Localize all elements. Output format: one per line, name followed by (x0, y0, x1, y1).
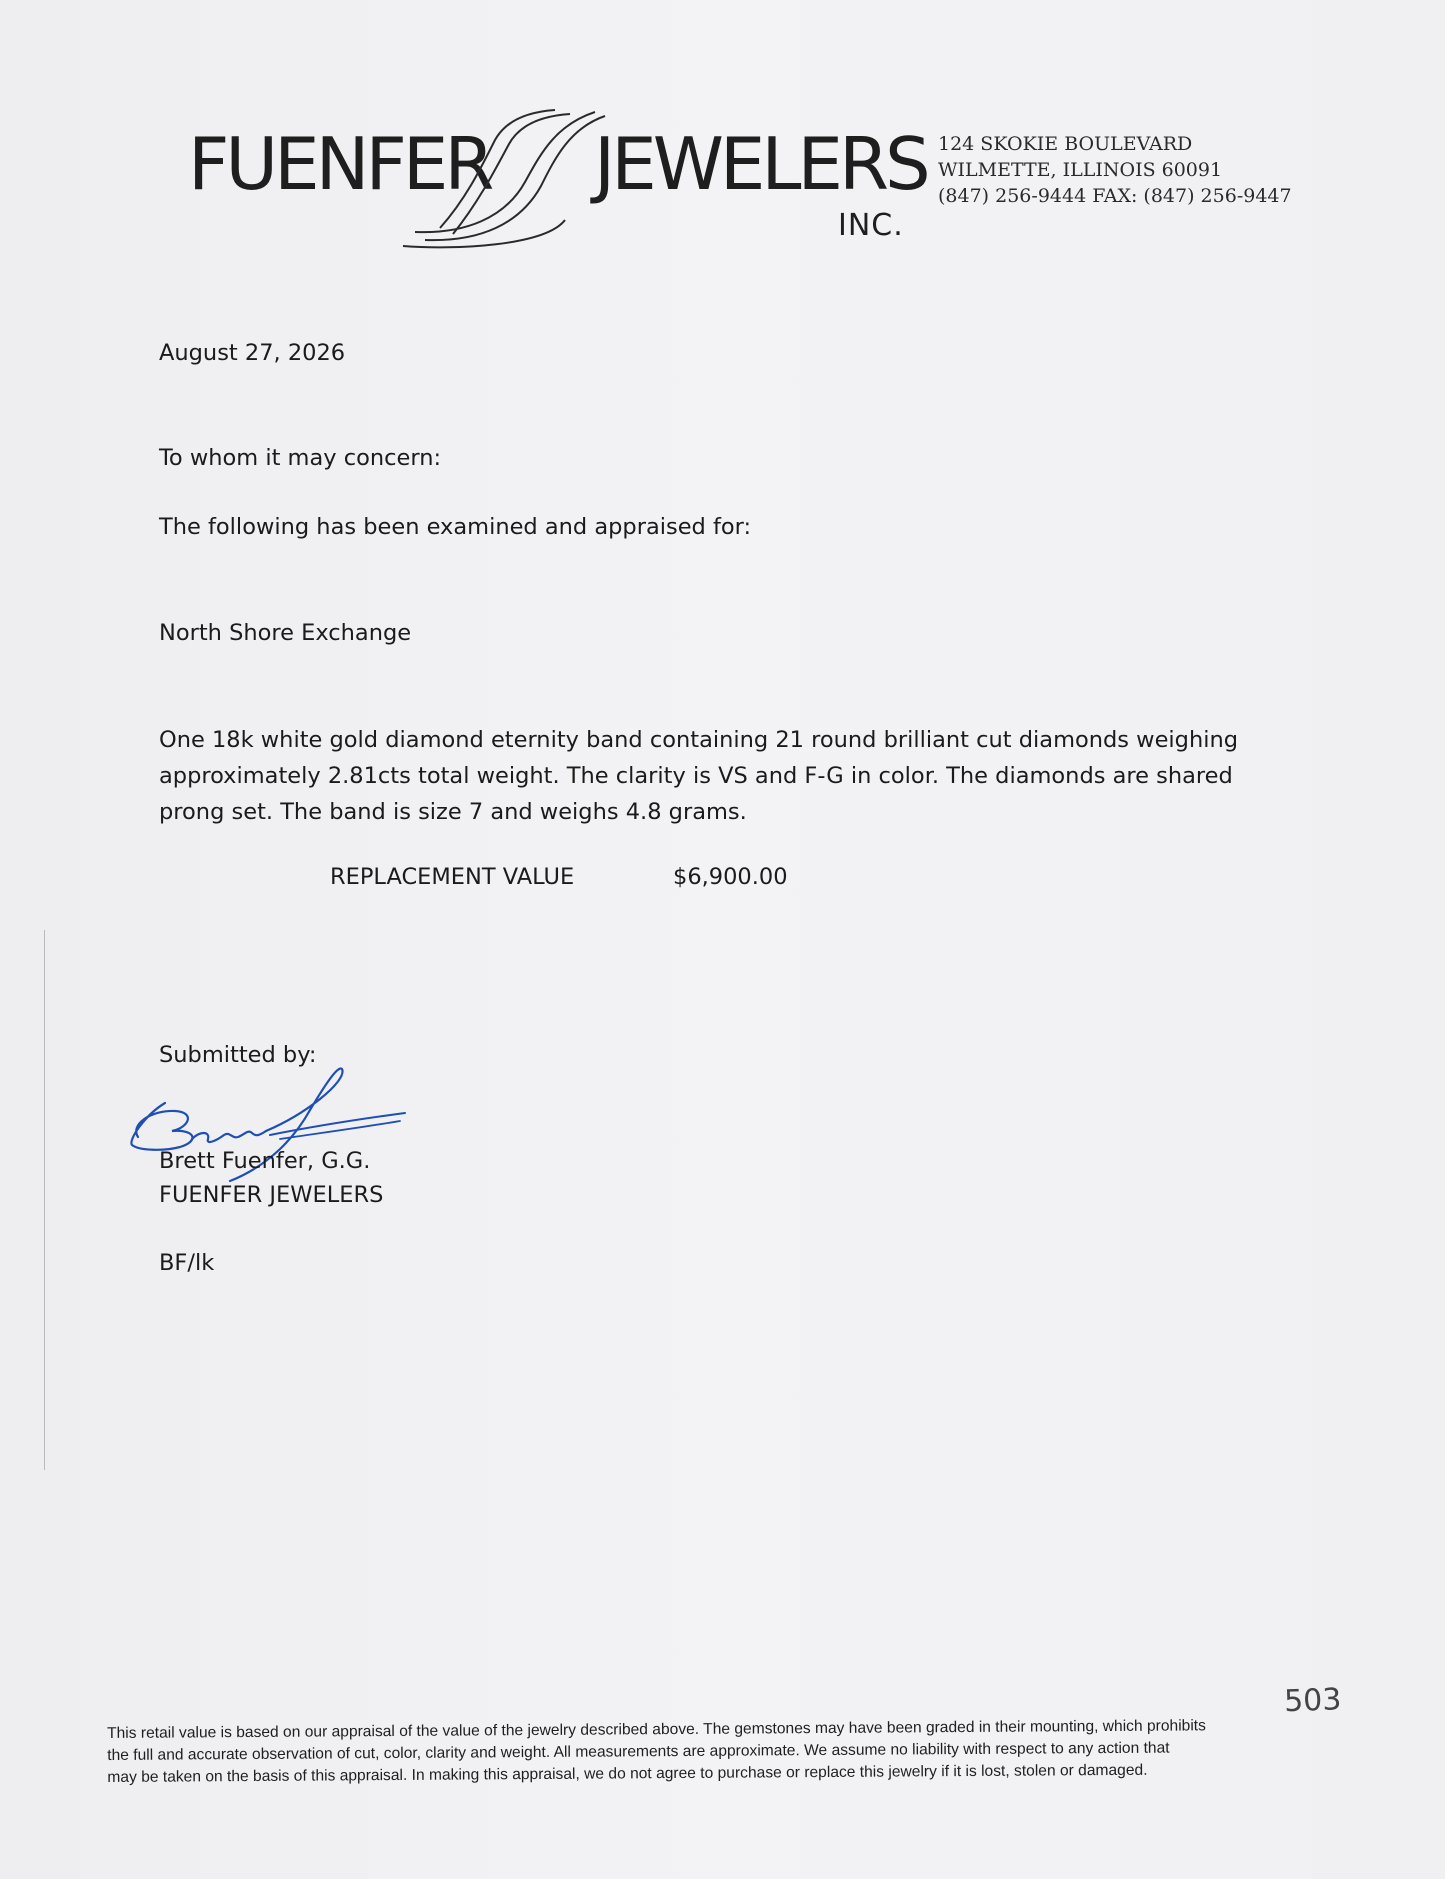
letterhead-name-right: JEWELERS (594, 122, 927, 206)
description-line-1: One 18k white gold diamond eternity band containing 21 round brilliant cut diamonds weighing (159, 727, 1239, 753)
submitted-by-label: Submitted by: (159, 1042, 317, 1068)
letterhead-name-left: FUENFER (188, 122, 491, 206)
letterhead-swoosh-logo (395, 100, 615, 250)
description-line-3: prong set. The band is size 7 and weighs 4.8 grams. (159, 799, 747, 825)
signer-name: Brett Fuenfer, G.G. (159, 1148, 371, 1174)
address-street: 124 SKOKIE BOULEVARD (938, 133, 1193, 155)
replacement-value-amount: $6,900.00 (673, 864, 788, 890)
disclaimer-line-2: the full and accurate observation of cut, color, clarity and weight. All measurements are approximate. We assume no liability with respect to any action that (107, 1739, 1170, 1764)
replacement-value-label: REPLACEMENT VALUE (330, 864, 575, 890)
letterhead-address (938, 131, 1292, 209)
item-description (159, 722, 1238, 830)
description-line-2: approximately 2.81cts total weight. The clarity is VS and F-G in color. The diamonds are shared (159, 763, 1233, 789)
address-city: WILMETTE, ILLINOIS 60091 (938, 159, 1223, 181)
intro-line: The following has been examined and appraised for: (159, 514, 752, 540)
client-name: North Shore Exchange (159, 620, 412, 646)
letter-date: August 27, 2026 (159, 340, 346, 366)
scan-edge-line (44, 930, 45, 1470)
signer-company: FUENFER JEWELERS (159, 1182, 384, 1208)
address-phone-fax: (847) 256-9444 FAX: (847) 256-9447 (938, 185, 1292, 207)
disclaimer-line-3: may be taken on the basis of this appraisal. In making this appraisal, we do not agree to purchase or replace this jewelry if it is lost, stolen or damaged. (107, 1761, 1148, 1786)
disclaimer-line-1: This retail value is based on our appraisal of the value of the jewelry described above. The gemstones may have been graded in their mounting, which prohibits (107, 1717, 1206, 1742)
typist-initials: BF/lk (159, 1250, 215, 1276)
page-number-text: 503 (1283, 1682, 1342, 1720)
salutation: To whom it may concern: (159, 445, 442, 471)
letterhead-inc: INC. (838, 208, 904, 243)
disclaimer (107, 1714, 1357, 1789)
